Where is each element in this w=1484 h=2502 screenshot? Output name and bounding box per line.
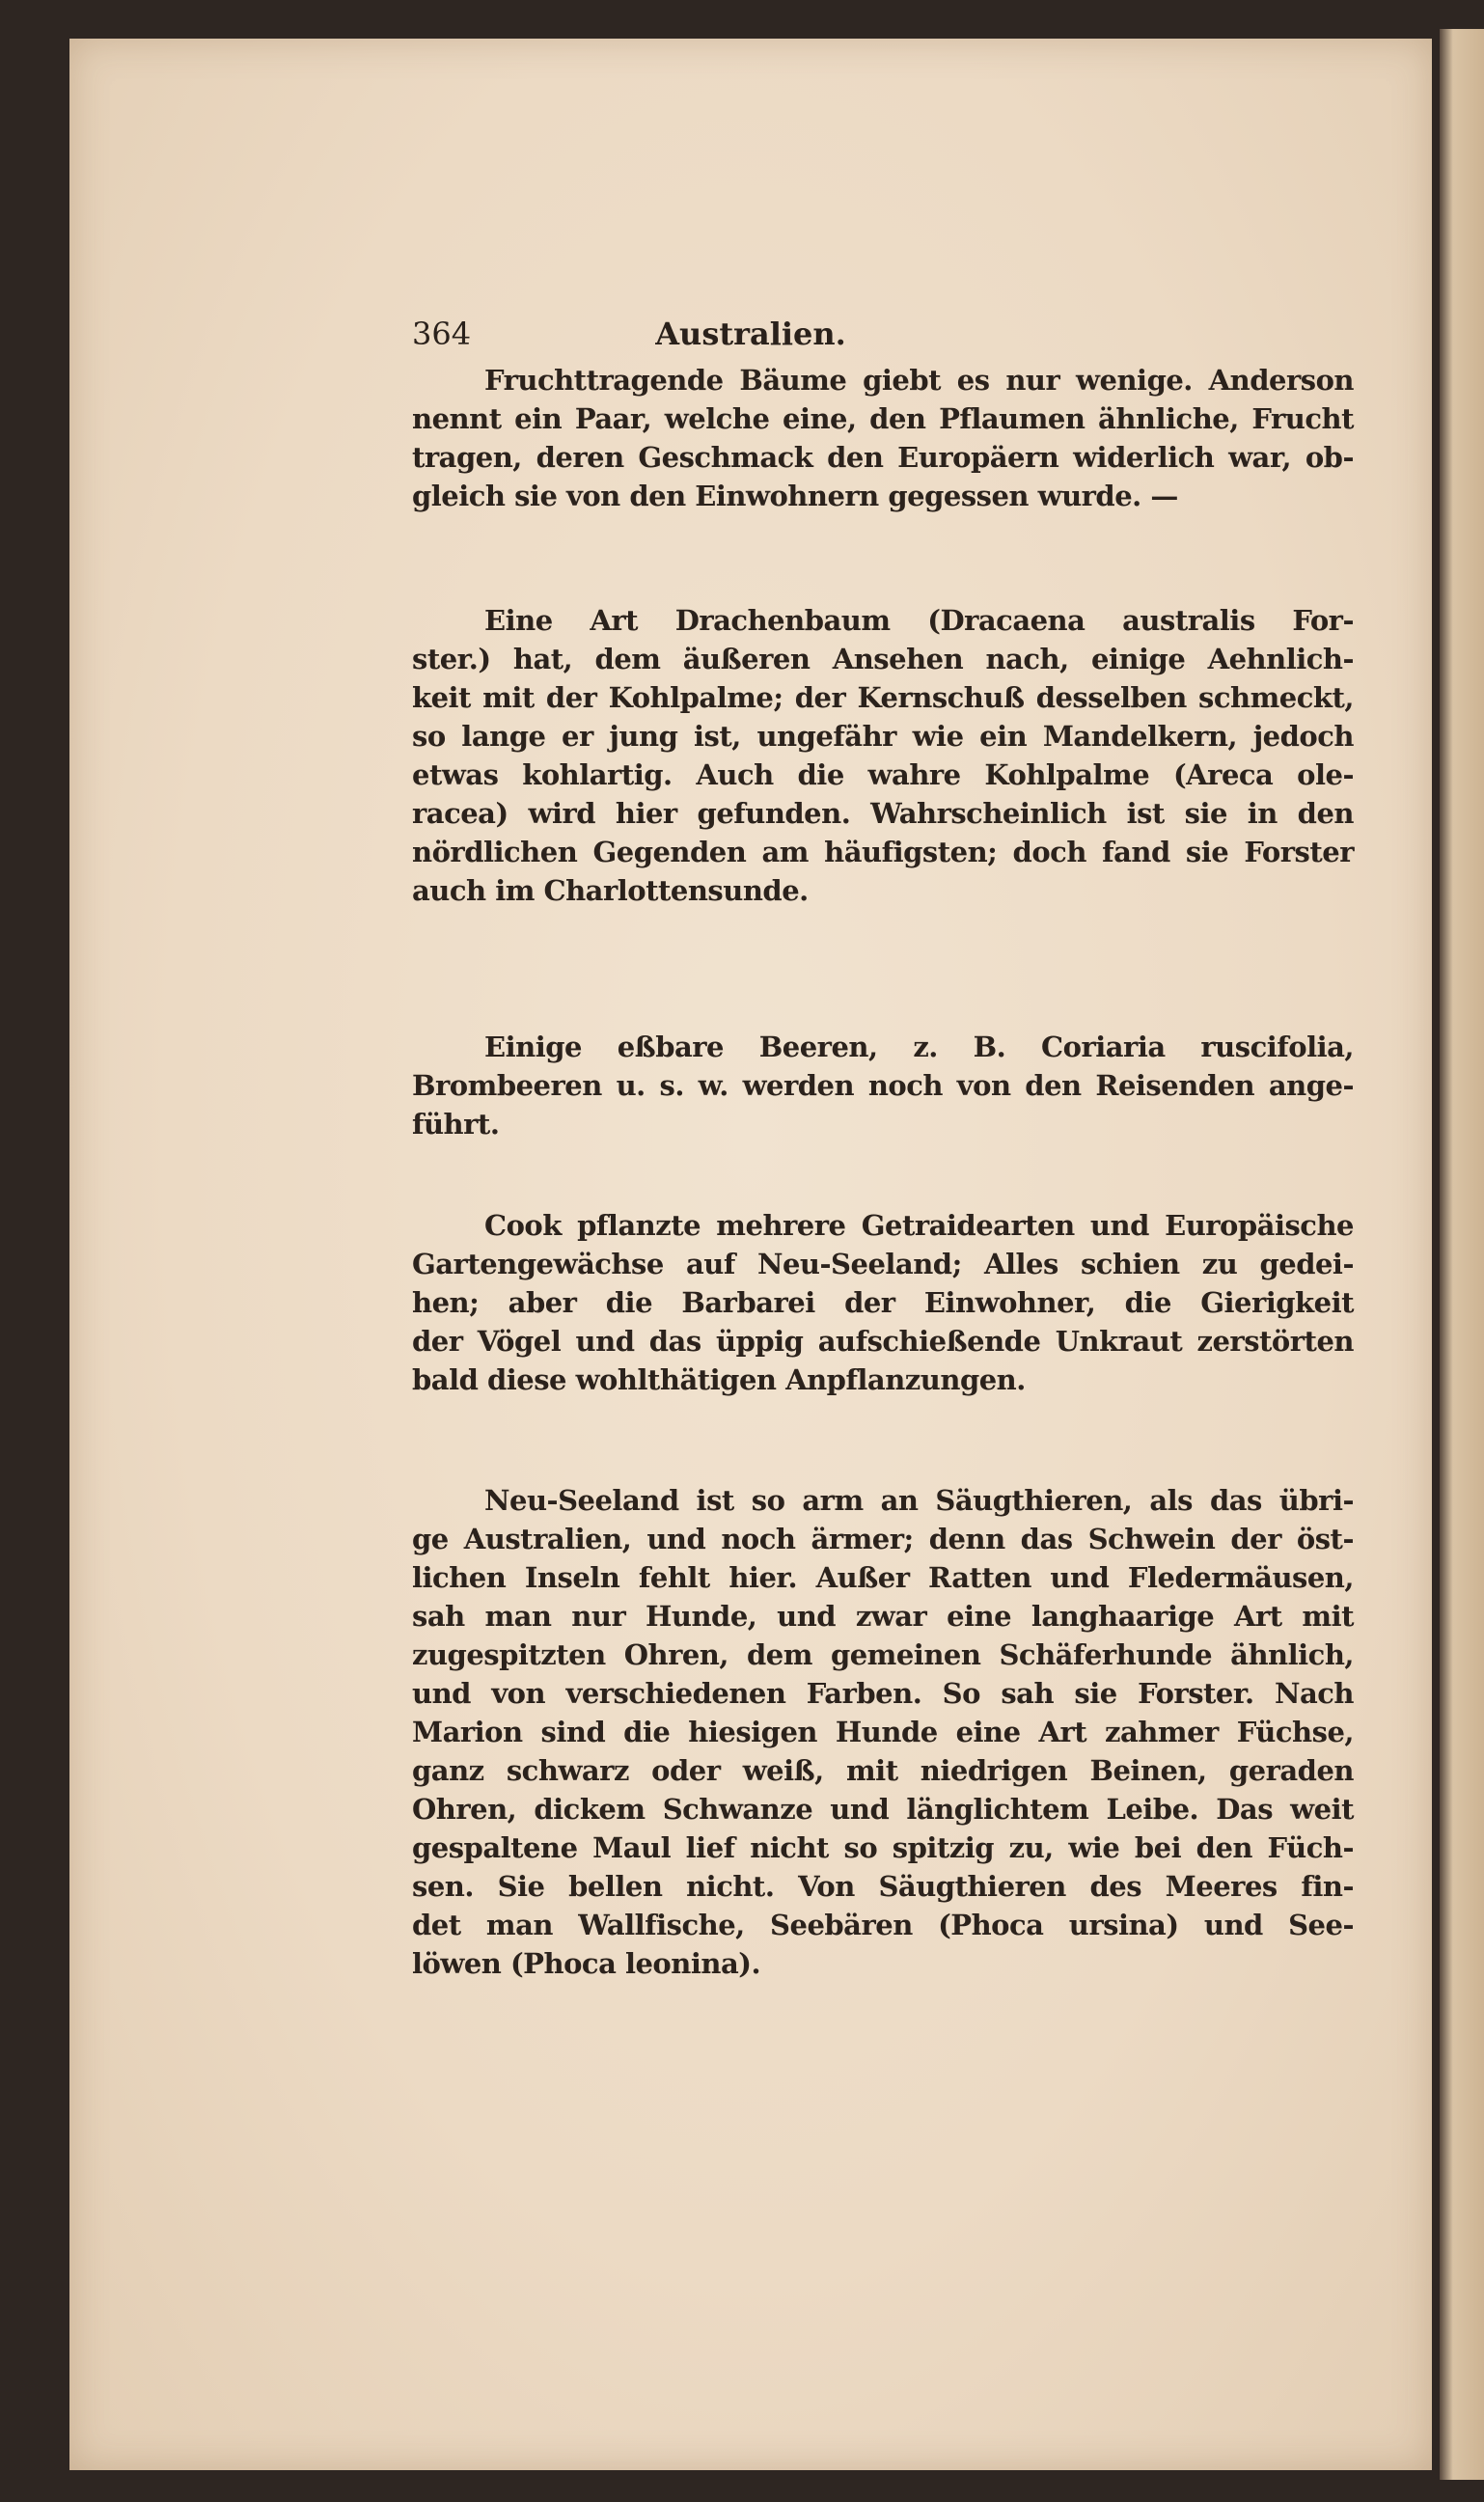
text-line: sen. Sie bellen nicht. Von Säugthieren des Meeres fin- xyxy=(412,1870,1354,1903)
text-line: gleich sie von den Einwohnern gegessen wurde. — xyxy=(412,480,1178,512)
text-line: führt. xyxy=(412,1108,500,1141)
text-line: tragen, deren Geschmack den Europäern widerlich war, ob- xyxy=(412,441,1354,474)
text-line: racea) wird hier gefunden. Wahrscheinlich ist sie in den xyxy=(412,797,1354,830)
paragraph-1 xyxy=(412,361,1354,515)
text-line: und von verschiedenen Farben. So sah sie Forster. Nach xyxy=(412,1677,1354,1710)
text-line: nennt ein Paar, welche eine, den Pflaumen ähnliche, Frucht xyxy=(412,402,1354,435)
text-line: hen; aber die Barbarei der Einwohner, die Gierigkeit xyxy=(412,1286,1354,1319)
text-line: ster.) hat, dem äußeren Ansehen nach, einige Aehnlich- xyxy=(412,643,1354,675)
paragraph-5 xyxy=(412,1481,1354,1983)
page-number: 364 xyxy=(412,316,472,352)
text-line: ge Australien, und noch ärmer; denn das Schwein der öst- xyxy=(412,1523,1354,1555)
text-line: Marion sind die hiesigen Hunde eine Art zahmer Füchse, xyxy=(412,1716,1354,1748)
text-line: keit mit der Kohlpalme; der Kernschuß desselben schmeckt, xyxy=(412,681,1354,714)
text-line: auch im Charlottensunde. xyxy=(412,874,809,907)
paragraph-3 xyxy=(412,1028,1354,1143)
text-line: lichen Inseln fehlt hier. Außer Ratten und Fledermäusen, xyxy=(412,1561,1354,1594)
text-line: etwas kohlartig. Auch die wahre Kohlpalme (Areca ole- xyxy=(412,758,1354,791)
text-line: sah man nur Hunde, und zwar eine langhaarige Art mit xyxy=(412,1600,1354,1633)
paragraph-4 xyxy=(412,1206,1354,1399)
text-line: Eine Art Drachenbaum (Dracaena australis For- xyxy=(484,604,1354,637)
running-head-title: Australien. xyxy=(655,316,846,352)
adjacent-page-edge xyxy=(1440,29,1484,2480)
text-line: gespaltene Maul lief nicht so spitzig zu, wie bei den Füch- xyxy=(412,1831,1354,1864)
text-line: Ohren, dickem Schwanze und länglichtem Leibe. Das weit xyxy=(412,1793,1354,1826)
text-line: Gartengewächse auf Neu-Seeland; Alles schien zu gedei- xyxy=(412,1248,1354,1280)
text-line: löwen (Phoca leonina). xyxy=(412,1947,761,1980)
text-line: Fruchttragende Bäume giebt es nur wenige. Anderson xyxy=(484,364,1354,397)
text-line: so lange er jung ist, ungefähr wie ein Mandelkern, jedoch xyxy=(412,720,1354,753)
text-line: Brombeeren u. s. w. werden noch von den Reisenden ange- xyxy=(412,1069,1354,1102)
paragraph-2 xyxy=(412,601,1354,910)
text-line: der Vögel und das üppig aufschießende Unkraut zerstörten xyxy=(412,1325,1354,1358)
text-line: bald diese wohlthätigen Anpflanzungen. xyxy=(412,1363,1026,1396)
text-line: Neu-Seeland ist so arm an Säugthieren, als das übri- xyxy=(484,1484,1354,1517)
text-line: Cook pflanzte mehrere Getraidearten und Europäische xyxy=(484,1209,1354,1242)
book-page xyxy=(69,39,1432,2470)
text-line: ganz schwarz oder weiß, mit niedrigen Beinen, geraden xyxy=(412,1754,1354,1787)
text-line: Einige eßbare Beeren, z. B. Coriaria ruscifolia, xyxy=(484,1031,1354,1063)
text-line: nördlichen Gegenden am häufigsten; doch fand sie Forster xyxy=(412,836,1354,868)
text-line: det man Wallfische, Seebären (Phoca ursina) und See- xyxy=(412,1909,1354,1941)
text-line: zugespitzten Ohren, dem gemeinen Schäferhunde ähnlich, xyxy=(412,1638,1354,1671)
